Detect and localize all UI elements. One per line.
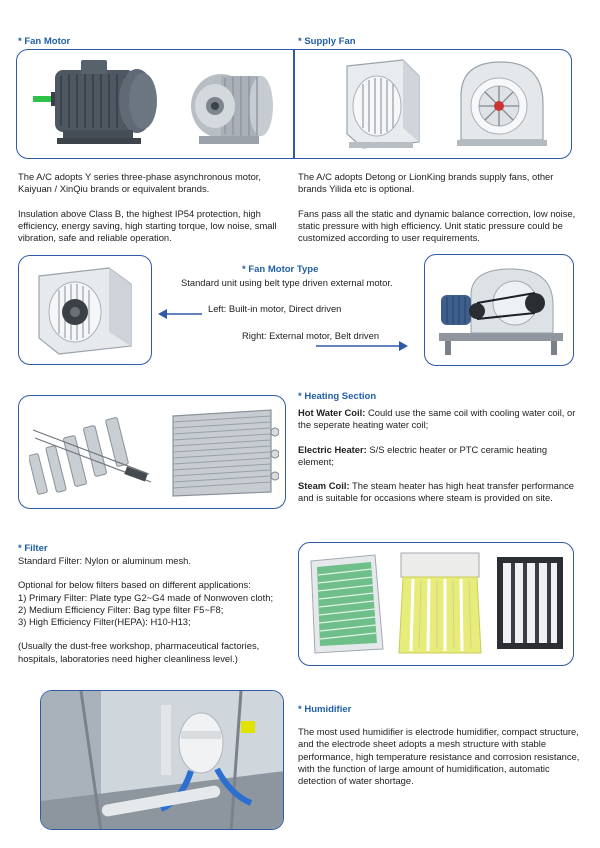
humidifier-heading: * Humidifier xyxy=(298,704,352,715)
filter-frame xyxy=(298,542,574,666)
bag-filter-image xyxy=(395,549,487,659)
right-motor-label: Right: External motor, Belt driven xyxy=(242,330,380,341)
supply-fan-image-right xyxy=(447,56,557,154)
right-arrow-icon xyxy=(316,340,408,352)
fan-motor-heading: * Fan Motor xyxy=(18,36,71,47)
supply-fan-para2: Fans pass all the static and dynamic balance correction, low noise, static pressure with high efficiency. Unit static pressure could be customized according to user requirements. xyxy=(298,207,576,244)
heating-item-text: Could use the same coil with cooling water coil, or the seperate heating water coil; xyxy=(298,407,576,431)
filter-option-1: 1) Primary Filter: Plate type G2~G4 made of Nonwoven cloth; xyxy=(18,591,274,603)
frame-divider xyxy=(293,50,295,158)
electric-heater-image xyxy=(29,410,159,500)
heating-item-text: S/S electric heater or PTC ceramic heating element; xyxy=(298,443,548,467)
fan-motor-type-heading: * Fan Motor Type xyxy=(242,264,319,275)
humidifier-text: The most used humidifier is electrode humidifier, compact structure, and the electrode sheet adopts a mesh structure with stable performance, high temperature resistance and corrosion resistance, with the function of large amount of humidification, automatic detection of water shortage. xyxy=(298,726,580,787)
fan-motor-para1: The A/C adopts Y series three-phase asynchronous motor, Kaiyuan / XinQiu brands or equivalent brands. xyxy=(18,171,262,195)
motor-fan-frame xyxy=(16,49,572,159)
filter-standard: Standard Filter: Nylon or aluminum mesh. xyxy=(18,555,191,566)
hepa-filter-image xyxy=(493,553,569,657)
fan-motor-text xyxy=(18,171,280,256)
direct-driven-fan-image xyxy=(29,262,143,358)
filter-option-2: 2) Medium Efficiency Filter: Bag type filter F5~F8; xyxy=(18,603,224,615)
filter-option-3: 3) High Efficiency Filter(HEPA): H10-H13; xyxy=(18,616,191,628)
belt-driven-fan-frame xyxy=(424,254,574,366)
belt-driven-fan-image xyxy=(431,261,569,359)
supply-fan-image-left xyxy=(333,56,433,154)
heating-item-title: Steam Coil: xyxy=(298,480,350,492)
heating-list xyxy=(298,407,580,517)
heating-item-title: Hot Water Coil: xyxy=(298,407,366,418)
filter-text xyxy=(18,555,298,665)
three-phase-motor-image xyxy=(33,56,183,154)
left-arrow-icon xyxy=(158,308,204,320)
supply-fan-text xyxy=(298,171,578,256)
supply-fan-para1: The A/C adopts Detong or LionKing brands supply fans, other brands Yilida etc is optional. xyxy=(298,171,554,195)
fan-motor-para2: Insulation above Class B, the highest IP54 protection, high efficiency, energy saving, high starting torque, low noise, small vibration, safe and reliable operation. xyxy=(18,207,277,244)
humidifier-frame xyxy=(40,690,284,830)
primary-filter-image xyxy=(305,553,389,657)
small-motor-image xyxy=(185,60,277,152)
supply-fan-heading: * Supply Fan xyxy=(298,36,356,47)
water-coil-image xyxy=(167,406,279,500)
heating-item-steam xyxy=(298,480,580,505)
heating-item-text: The steam heater has high heat transfer performance and is suitable for occasions where steam is provided on site. xyxy=(298,480,575,504)
filter-optional-intro: Optional for below filters based on different applications: xyxy=(18,579,251,591)
heating-item-hot-water xyxy=(298,407,580,432)
filter-note: (Usually the dust-free workshop, pharmaceutical factories, hospitals, laboratories need higher cleanliness level.) xyxy=(18,640,260,664)
fan-motor-type-subtitle: Standard unit using belt type driven external motor. xyxy=(181,277,393,288)
direct-driven-fan-frame xyxy=(18,255,152,365)
humidifier-image xyxy=(41,691,284,830)
filter-heading: * Filter xyxy=(18,543,48,554)
heating-item-title: Electric Heater: xyxy=(298,443,367,455)
heating-item-electric xyxy=(298,444,580,469)
heating-frame xyxy=(18,395,286,509)
heating-heading: * Heating Section xyxy=(298,391,377,402)
left-motor-label: Left: Built-in motor, Direct driven xyxy=(208,303,342,314)
